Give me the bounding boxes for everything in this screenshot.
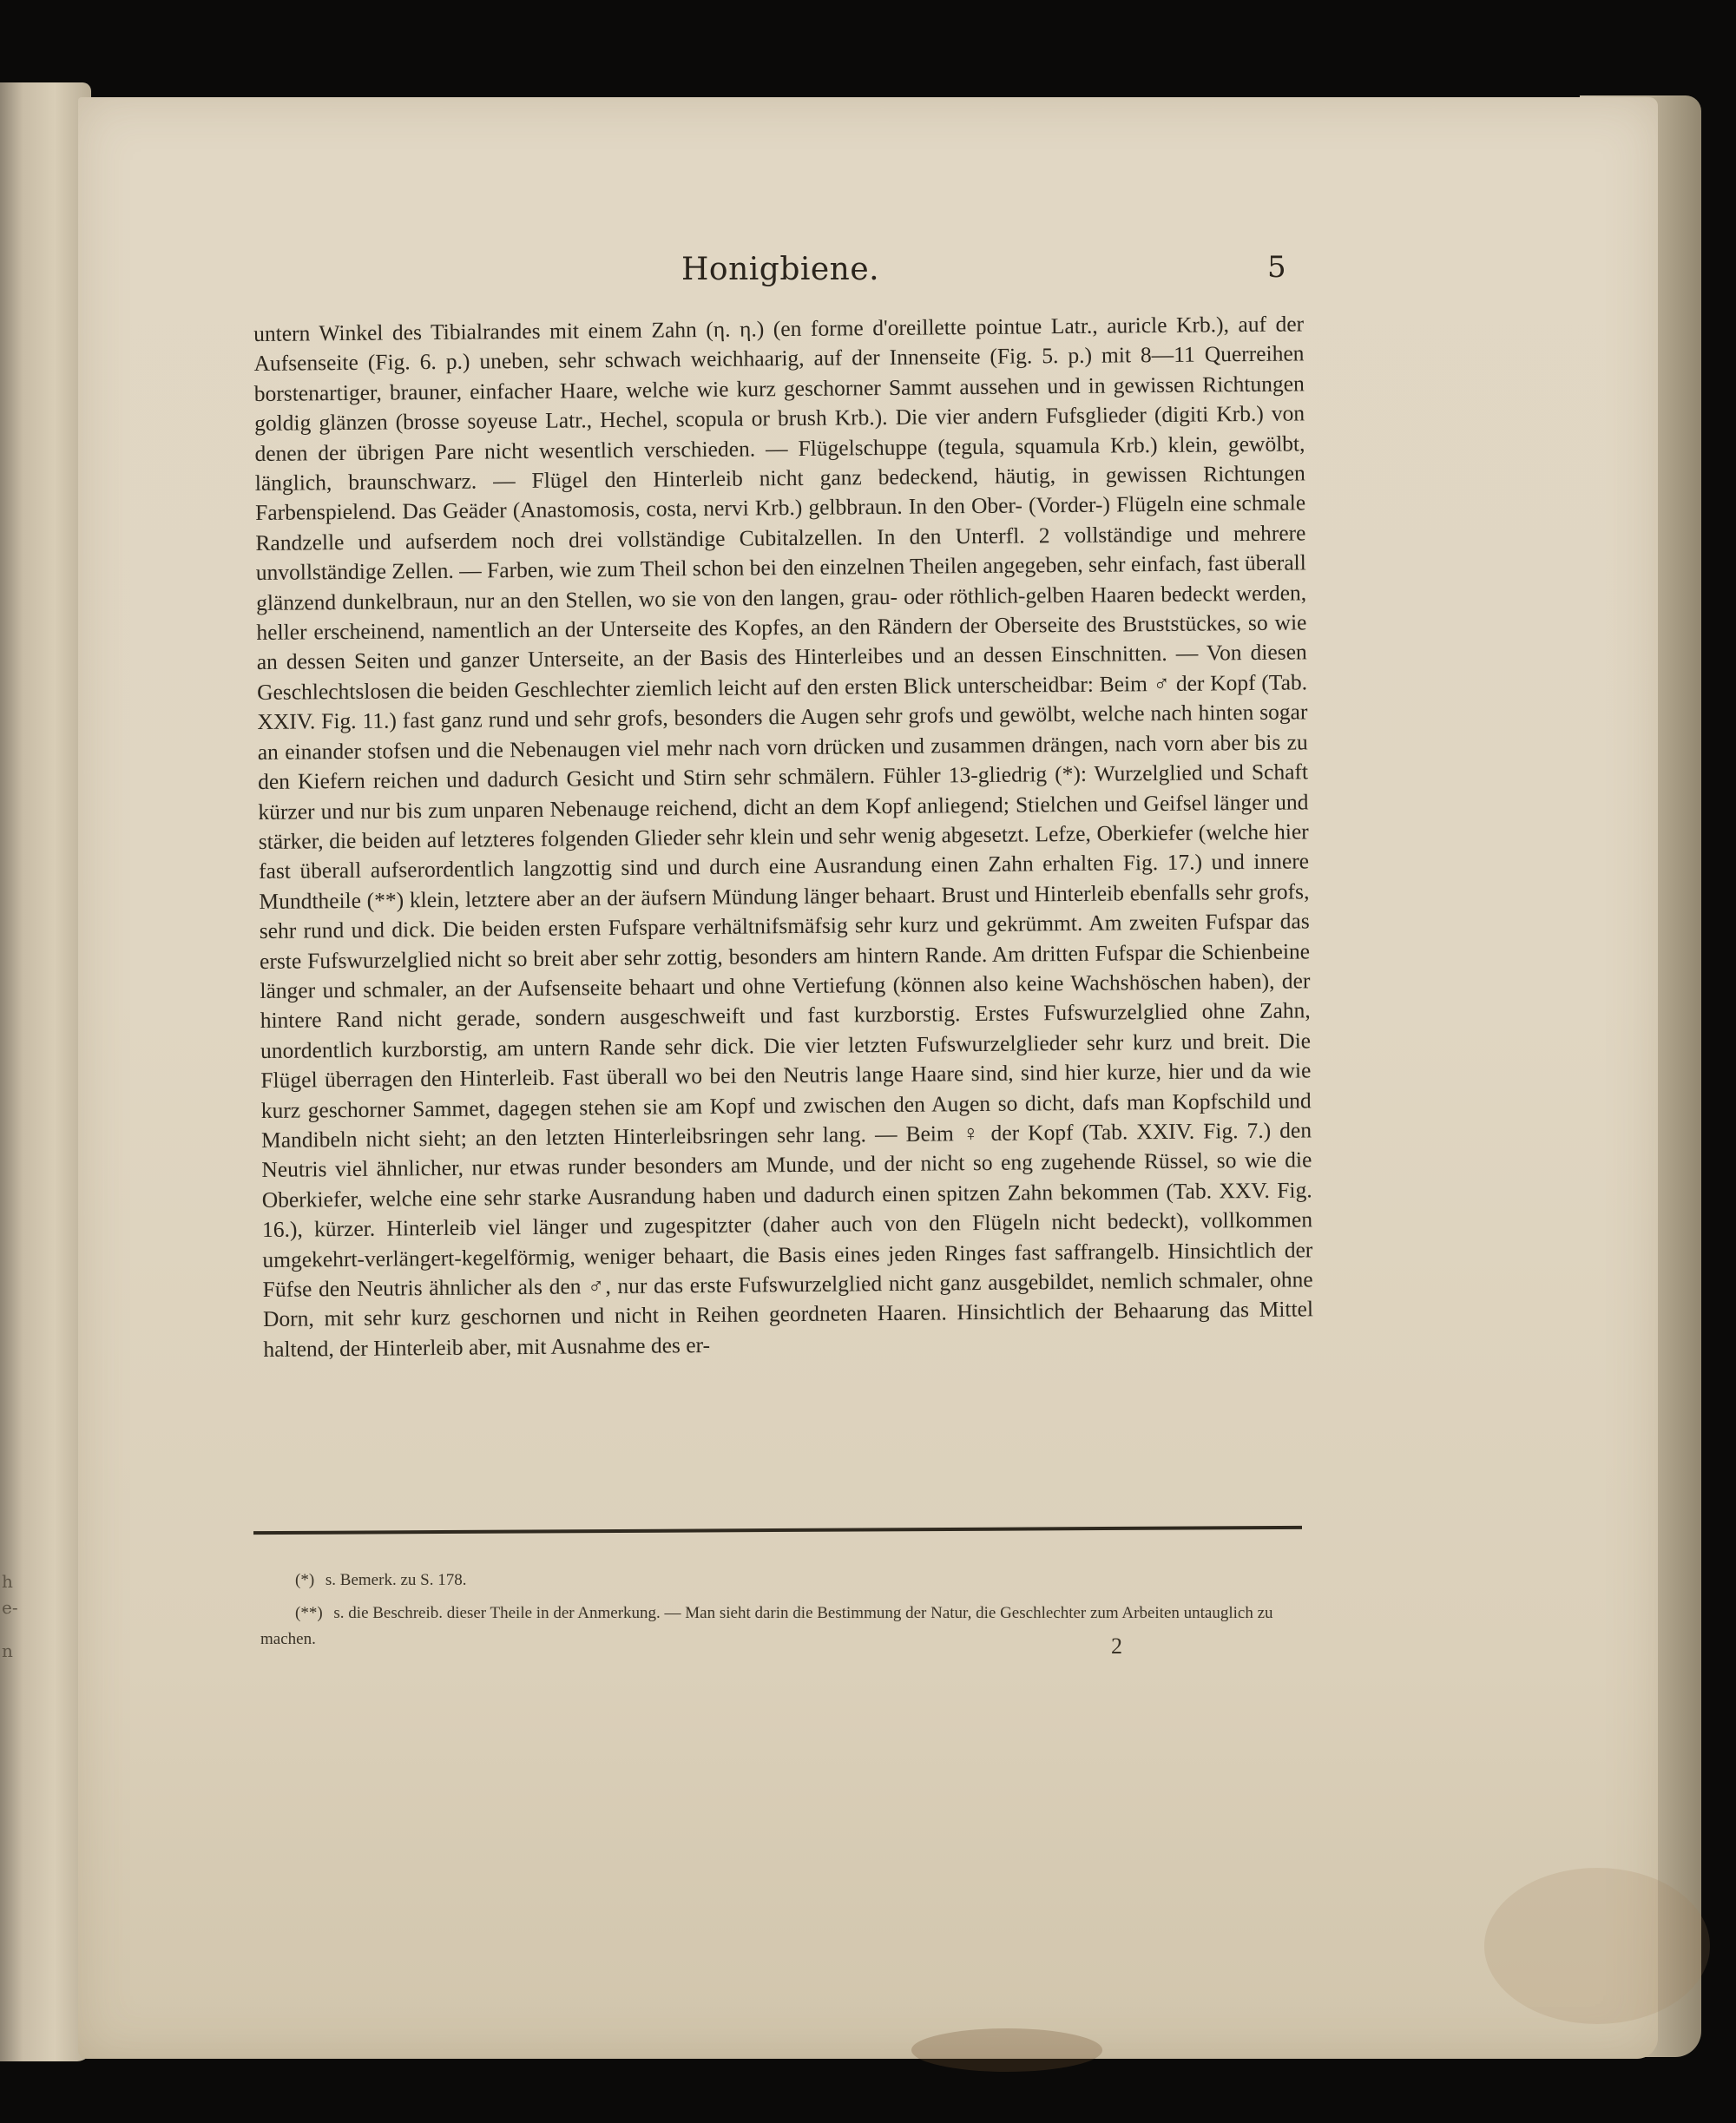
footnote xyxy=(260,1568,1302,1594)
previous-page-fragment: n xyxy=(2,1640,13,1661)
footnote-marker: (**) xyxy=(295,1604,323,1622)
footnote xyxy=(260,1600,1302,1653)
previous-page-fragment: e- xyxy=(2,1597,18,1618)
body-text: untern Winkel des Tibialrandes mit einem Zahn (η. η.) (en forme d'oreillette pointue Latr., auricle Krb.), auf der Aufsenseite (Fig. 6. p.) uneben, sehr schwach weichhaarig, auf der Innenseite (Fig. 5. p.) mit 8—11 Querreihen borstenartiger, brauner, einfacher Haare, welche wie kurz geschorner Sammt aussehen und in gewissen Richtungen goldig glänzen (brosse soyeuse Latr., Hechel, scopula or brush Krb.). Die vier andern Fufsglieder (digiti Krb.) von denen der übrigen Pare nicht wesentlich verschieden. — Flügelschuppe (tegula, squamula Krb.) klein, gewölbt, länglich, braunschwarz. — Flügel den Hinterleib nicht ganz bedeckend, häutig, in gewissen Richtungen Farbenspielend. Das Geäder (Anastomosis, costa, nervi Krb.) gelbbraun. In den Ober- (Vorder-) Flügeln eine schmale Randzelle und aufserdem noch drei vollständige Cubitalzellen. In den Unterfl. 2 vollständige und mehrere unvollständige Zellen. — Farben, wie zum Theil schon bei den einzelnen Theilen angegeben, sehr einfach, fast überall glänzend dunkelbraun, nur an den Stellen, wo sie von den langen, grau- oder röthlich-gelben Haaren bedeckt werden, heller erscheinend, namentlich an der Unterseite des Kopfes, an den Rändern der Oberseite des Bruststückes, so wie an dessen Seiten und ganzer Unterseite, an der Basis des Hinterleibes und an dessen Einschnitten. — Von diesen Geschlechtslosen die beiden Geschlechter ziemlich leicht auf den ersten Blick unterscheidbar: Beim ♂ der Kopf (Tab. XXIV. Fig. 11.) fast ganz rund und sehr grofs, besonders die Augen sehr grofs und gewölbt, welche nach hinten sogar an einander stofsen und die Nebenaugen viel mehr nach vorn drücken und zusammen drängen, nach vorn aber bis zu den Kiefern reichen und dadurch Gesicht und Stirn sehr schmälern. Fühler 13-gliedrig (*): Wurzelglied und Schaft kürzer und nur bis zum unparen Nebenauge reichend, dicht an dem Kopf anliegend; Stielchen und Geifsel länger und stärker, die beiden auf letzteres folgenden Glieder sehr klein und sehr wenig abgesetzt. Lefze, Oberkiefer (welche hier fast überall aufserordentlich langzottig sind und durch eine Ausrandung einen Zahn erhalten Fig. 17.) und innere Mundtheile (**) klein, letztere aber an der äufsern Mündung länger behaart. Brust und Hinterleib ebenfalls sehr grofs, sehr rund und dick. Die beiden ersten Fufspare verhältnifsmäfsig sehr kurz und gekrümmt. Am zweiten Fufspar das erste Fufswurzelglied nicht so breit aber sehr zottig, besonders am hintern Rande. Am dritten Fufspar die Schienbeine länger und schmaler, an der Aufsenseite behaart und ohne Vertiefung (können also keine Wachshöschen haben), der hintere Rand nicht gerade, sondern ausgeschweift und fast kurzborstig. Erstes Fufswurzelglied ohne Zahn, unordentlich kurzborstig, am untern Rande sehr dick. Die vier letzten Fufswurzelglieder sehr kurz und breit. Die Flügel überragen den Hinterleib. Fast überall wo bei den Neutris lange Haare sind, sind hier kurze, hier und da wie kurz geschorner Sammet, dagegen stehen sie am Kopf und zwischen den Augen so dicht, dafs man Kopfschild und Mandibeln nicht sieht; an den letzten Hinterleibsringen sehr lang. — Beim ♀ der Kopf (Tab. XXIV. Fig. 7.) den Neutris viel ähnlicher, nur etwas runder besonders am Munde, und der nicht so eng zugehende Rüssel, so wie die Oberkiefer, welche eine sehr starke Ausrandung haben und dadurch einen spitzen Zahn bekommen (Tab. XXV. Fig. 16.), kürzer. Hinterleib viel länger und zugespitzter (daher auch von den Flügeln nicht bedeckt), vollkommen umgekehrt-verlängert-kegelförmig, weniger behaart, die Basis eines jeden Ringes fast saffrangelb. Hinsichtlich der Füfse den Neutris ähnlicher als den ♂, nur das erste Fufswurzelglied nicht ganz ausgebildet, nemlich schmaler, ohne Dorn, mit sehr kurz geschornen und nicht in Reihen geordneten Haaren. Hinsichtlich der Behaarung das Mittel haltend, der Hinterleib aber, mit Ausnahme des er- xyxy=(253,311,1314,1362)
footnote-text: s. die Beschreib. dieser Theile in der Anmerkung. — Man sieht darin die Bestimmung der Natur, die Geschlechter zum Arbeiten untauglich zu machen. xyxy=(260,1604,1273,1648)
running-title: Honigbiene. xyxy=(681,252,880,287)
footnotes xyxy=(260,1568,1302,1660)
footnote-marker: (*) xyxy=(295,1571,315,1589)
footnote-text: s. Bemerk. zu S. 178. xyxy=(325,1571,467,1589)
stain xyxy=(911,2028,1102,2072)
signature-mark: 2 xyxy=(1111,1633,1122,1659)
page-number: 5 xyxy=(1267,250,1286,285)
previous-page-fragment: h xyxy=(2,1571,13,1592)
